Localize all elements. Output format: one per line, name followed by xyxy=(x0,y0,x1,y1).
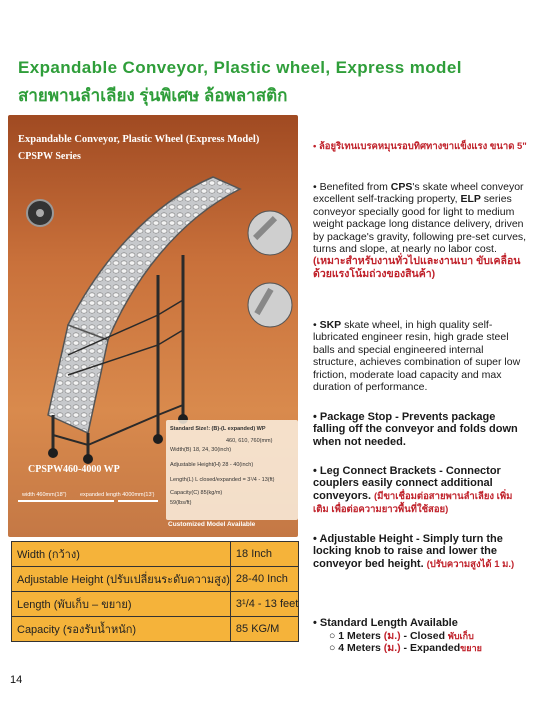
bullet-text: 's skate wheel conveyor excellent self-tracking property, xyxy=(313,181,524,206)
model-label: CPSPW460-4000 WP xyxy=(28,464,120,475)
wheel-note-text: ล้อยูริเทนเบรคหมุนรอบทิศทางขาแข็งแรง ขนาด 5" xyxy=(318,141,527,152)
table-row xyxy=(12,617,299,642)
length-option-2: ○ 4 Meters (ม.) - Expandedขยาย xyxy=(329,642,482,654)
bullet-thai-note: (มีขาเชื่อมต่อสายพานลำเลียง เพิ่มเติม เพื่อต่อความยาวพื้นที่ใช้สอย) xyxy=(313,490,513,516)
length-unit: (ม.) xyxy=(383,630,401,642)
bullet-skp: • SKP skate wheel, in high quality self-lubricated engineer resin, high grade steel balls and special engineered internal structure, achieves combination of super low friction, moderate load capacity and max duration of performance. xyxy=(313,319,521,394)
spec-value: 3¹/4 - 13 feet xyxy=(230,592,298,617)
spec-label: Length (พับเก็บ – ขยาย) xyxy=(12,592,231,617)
length-text: - Expanded xyxy=(400,642,461,654)
bullet-package-stop: • Package Stop - Prevents package falling off the conveyor and folds down when not needed. xyxy=(313,411,518,448)
bullet-benefit: • Benefited from CPS's skate wheel conveyor excellent self-tracking property, ELP series conveyor specially good for light to medium weight package long distance delivery, driven by package's gravity, following pre-set curves, turns and slope, at nearly no labor cost. (เหมาะสำหรับงานทั่วไปและงานเบา ขับเคลื่อนด้วยแรงโน้มถ่วงของสินค้า) xyxy=(313,181,527,280)
brand-skp: SKP xyxy=(319,319,342,331)
bullet-text: Package Stop - Prevents package falling off the conveyor and folds down when not needed. xyxy=(313,411,518,448)
spec-label: Width (กว้าง) xyxy=(12,542,231,567)
page-title-english: Expandable Conveyor, Plastic wheel, Express model xyxy=(18,58,462,77)
spec-table xyxy=(11,541,299,642)
bullet-thai-note: (เหมาะสำหรับงานทั่วไปและงานเบา ขับเคลื่อนด้วยแรงโน้มถ่วงของสินค้า) xyxy=(313,255,521,280)
spec-row: Width(B) 18, 24, 30(inch) xyxy=(170,447,232,453)
spec-row: 59(lbs/ft) xyxy=(170,500,192,506)
spec-value: 18 Inch xyxy=(230,542,298,567)
page-number: 14 xyxy=(10,674,23,686)
custom-model-label: Customized Model Available xyxy=(168,521,256,528)
length-text: 1 Meters xyxy=(338,630,384,642)
length-option-1: ○ 1 Meters (ม.) - Closed พับเก็บ xyxy=(329,630,474,642)
length-thai: ขยาย xyxy=(460,643,482,653)
spec-row: 460, 610, 760(mm) xyxy=(226,438,273,444)
dim-length: expanded length 4000mm(13') xyxy=(80,492,155,498)
bullet-text: Leg Connect Brackets - Connector couplers easily connect additional conveyors. xyxy=(313,465,501,502)
dim-width: width 460mm(18") xyxy=(22,492,67,498)
brand-elp: ELP xyxy=(460,193,481,206)
spec-label: Adjustable Height (ปรับเปลี่ยนระดับความสูง) xyxy=(12,567,231,592)
wheel-note: • ล้อยูริเทนเบรคหมุนรอบทิศทางขาแข็งแรง ขนาด 5" xyxy=(313,141,527,152)
brand-cps: CPS xyxy=(390,181,413,193)
spec-row: Length(L) L closed/expanded = 3¹/4 - 13(ft) xyxy=(170,477,275,483)
bullet-text: Adjustable Height - Simply turn the locking knob to raise and lower the conveyor bed height. xyxy=(313,533,503,570)
length-text: - Closed xyxy=(400,630,448,642)
bullet-leg-connect: • Leg Connect Brackets - Connector couplers easily connect additional conveyors. (มีขาเชื่อมต่อสายพานลำเลียง เพิ่มเติม เพื่อต่อความยาวพื้นที่ใช้สอย) xyxy=(313,465,513,516)
spec-row: Adjustable Height(H) 28 - 40(inch) xyxy=(170,462,254,468)
table-row xyxy=(12,542,299,567)
bullet-thai-note: (ปรับความสูงได้ 1 ม.) xyxy=(426,558,515,570)
bullet-standard-length: • Standard Length Available xyxy=(313,617,458,629)
photo-title: Expandable Conveyor, Plastic Wheel (Express Model) xyxy=(18,134,260,145)
length-unit: (ม.) xyxy=(383,642,401,654)
bullet-adjustable-height: • Adjustable Height - Simply turn the locking knob to raise and lower the conveyor bed height. (ปรับความสูงได้ 1 ม.) xyxy=(313,533,515,570)
length-thai: พับเก็บ xyxy=(447,631,474,641)
photo-series: CPSPW Series xyxy=(18,151,81,162)
bullet-text: skate wheel, in high quality self-lubricated engineer resin, high grade steel balls and special engineered internal structure, achieves combination of super low friction, moderate load capacity and max duration of performance. xyxy=(313,319,521,394)
table-row xyxy=(12,567,299,592)
bullet-title: Standard Length Available xyxy=(319,617,458,629)
table-row xyxy=(12,592,299,617)
spec-row: Capacity(C) 85(kg/m) xyxy=(170,490,223,496)
length-text: 4 Meters xyxy=(338,642,384,654)
spec-label: Capacity (รองรับน้ำหนัก) xyxy=(12,617,231,642)
product-photo xyxy=(8,115,298,537)
spec-value: 28-40 Inch xyxy=(230,567,298,592)
bullet-text: series conveyor specially good for light to medium weight package long distance delivery, driven by package's gravity, following pre-set curves, turns and slope, at nearly no labor cost. xyxy=(313,193,527,256)
page-title-thai: สายพานลำเลียง รุ่นพิเศษ ล้อพลาสติก xyxy=(18,86,288,105)
bullet-text: Benefited from xyxy=(319,181,391,193)
spec-row: Standard Size!: (B)-(L expanded) WP xyxy=(170,426,266,432)
spec-value: 85 KG/M xyxy=(230,617,298,642)
spec-panel xyxy=(166,420,298,520)
